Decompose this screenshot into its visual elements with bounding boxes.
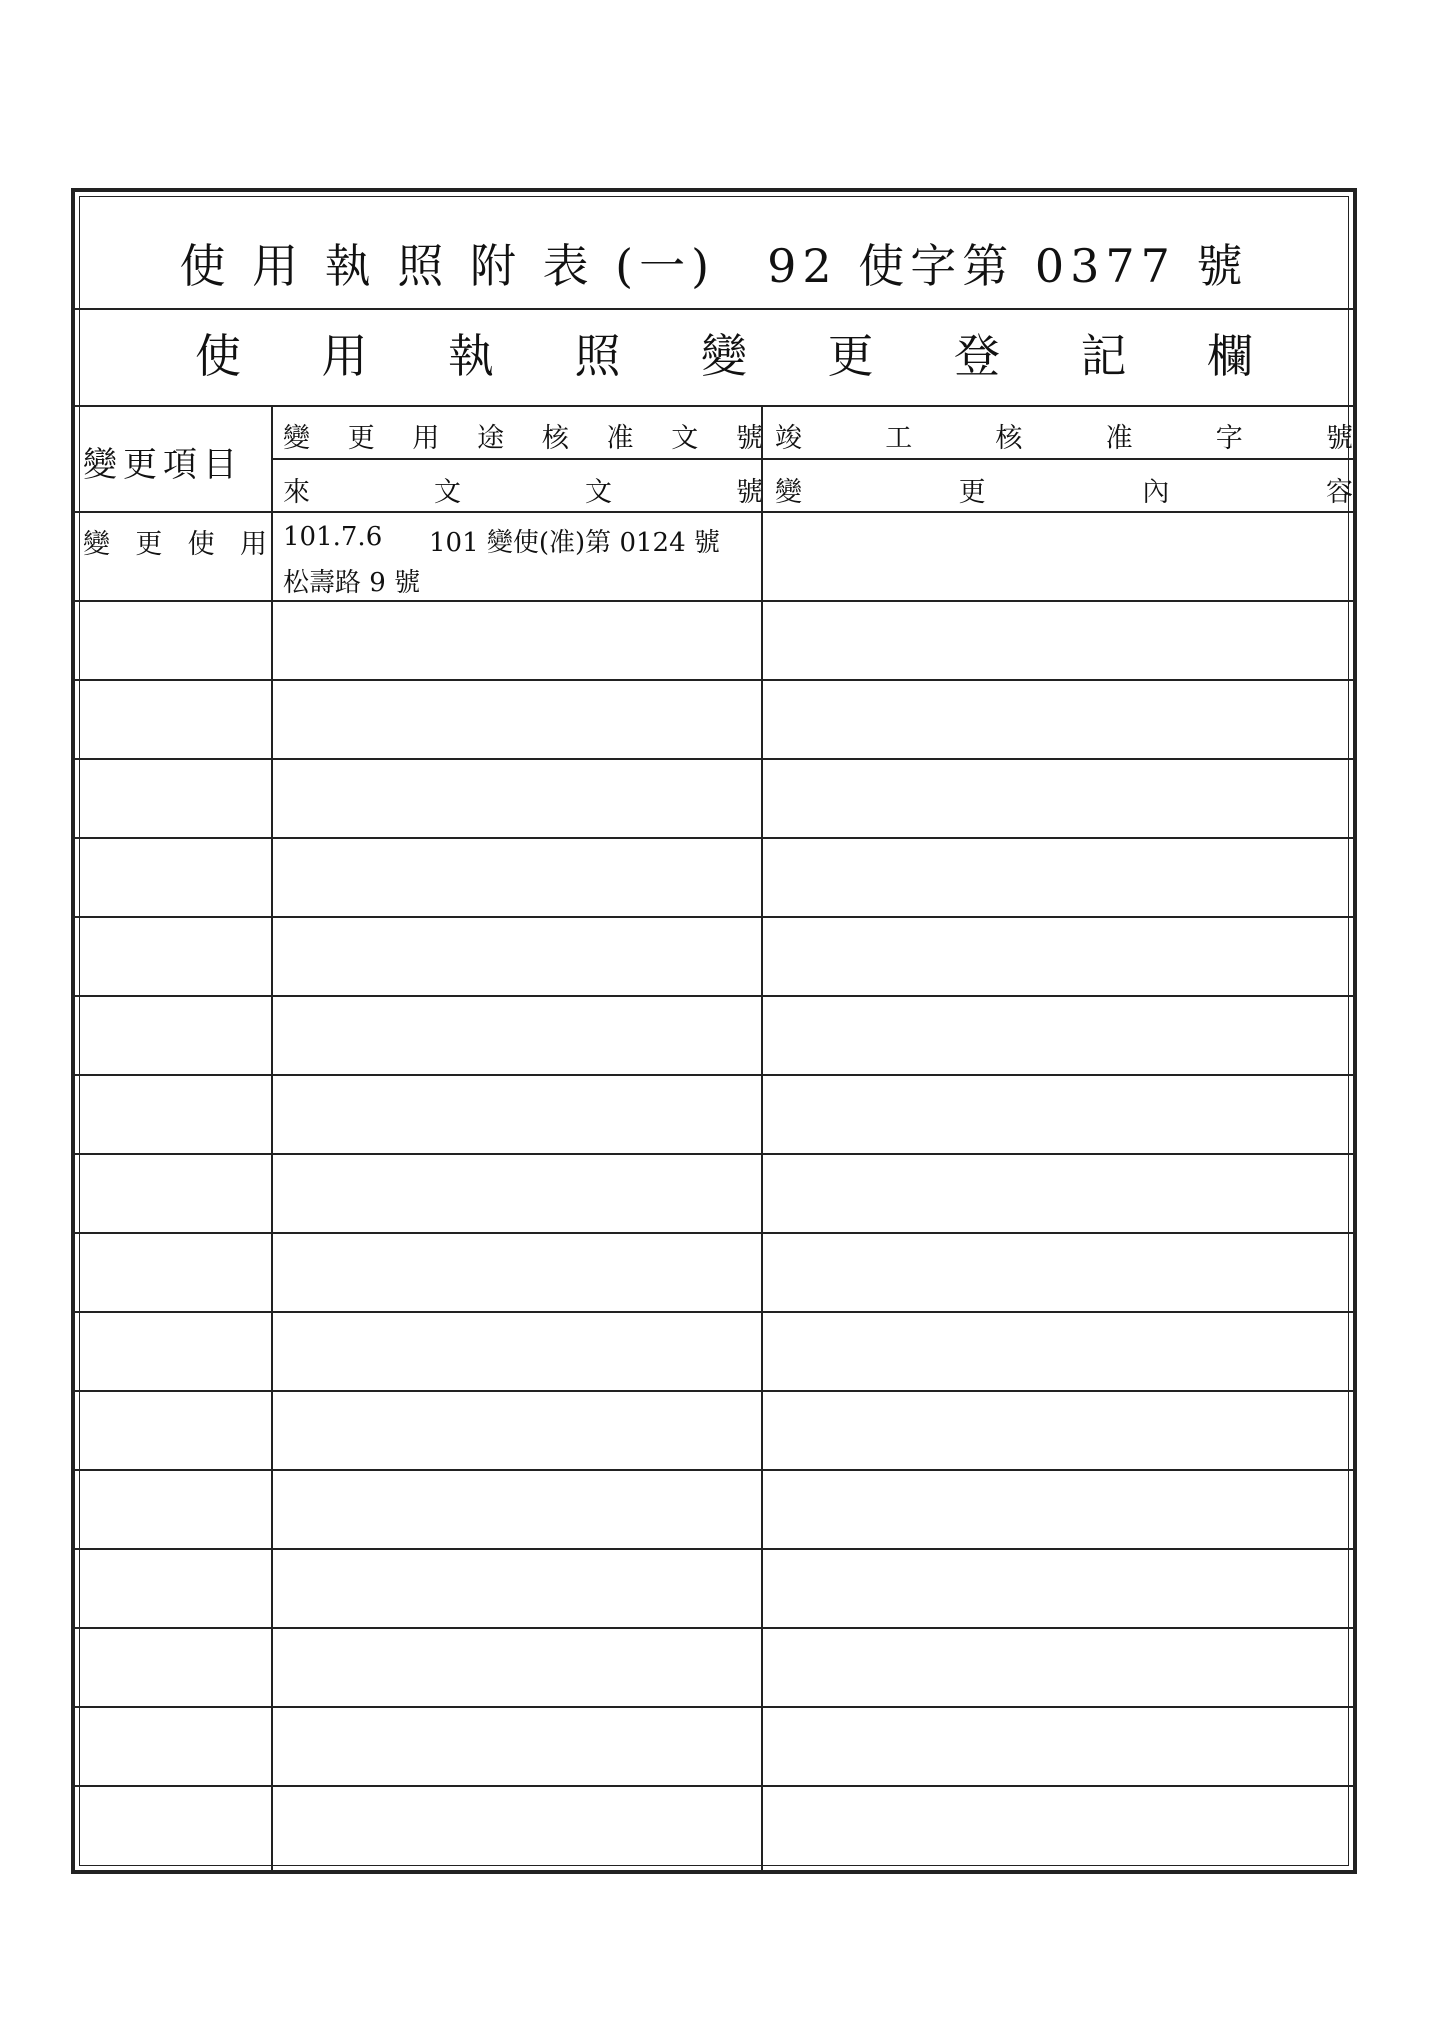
section-title xyxy=(75,320,1353,383)
header-mid-divider xyxy=(273,458,1353,460)
header-char: 號 xyxy=(1325,423,1353,454)
row-line xyxy=(75,679,1353,681)
row-item-char: 使 xyxy=(187,529,215,560)
header-change-item: 變更項目 xyxy=(83,445,243,485)
row-address: 松壽路 9 號 xyxy=(283,568,421,598)
header-char: 容 xyxy=(1325,477,1353,508)
row-item xyxy=(83,522,267,561)
row-line xyxy=(75,600,1353,602)
header-char: 號 xyxy=(736,477,763,508)
column-line-2 xyxy=(761,405,763,1870)
row-line xyxy=(75,837,1353,839)
header-char: 用 xyxy=(412,423,440,454)
header-char: 變 xyxy=(775,477,802,508)
header-char: 字 xyxy=(1215,423,1243,454)
header-char: 文 xyxy=(585,477,612,508)
row-doc-no: 101 變使(准)第 0124 號 xyxy=(429,528,720,558)
row-line xyxy=(75,1469,1353,1471)
section-title-char: 用 xyxy=(321,329,368,383)
header-char: 途 xyxy=(477,423,505,454)
row-line xyxy=(75,1785,1353,1787)
header-char: 文 xyxy=(671,423,699,454)
row-line xyxy=(75,1548,1353,1550)
section-title-char: 記 xyxy=(1080,329,1127,383)
header-completion-no xyxy=(775,416,1353,455)
row-item-char: 用 xyxy=(239,529,267,560)
header-char: 號 xyxy=(735,423,763,454)
column-line-1 xyxy=(271,405,273,1870)
header-change-content xyxy=(775,470,1353,509)
header-char: 核 xyxy=(995,423,1023,454)
section-title-char: 執 xyxy=(448,329,494,383)
row-line xyxy=(75,1311,1353,1313)
header-incoming-doc-no xyxy=(283,470,763,509)
form-frame xyxy=(71,188,1357,1874)
row-line xyxy=(75,1627,1353,1629)
header-char: 核 xyxy=(541,423,569,454)
row-line xyxy=(75,1390,1353,1392)
header-bottom-divider xyxy=(75,511,1353,513)
header-char: 准 xyxy=(1105,423,1133,454)
section-title-char: 使 xyxy=(195,329,241,383)
title-divider xyxy=(75,308,1353,310)
subtitle-divider xyxy=(75,405,1353,407)
section-title-char: 照 xyxy=(574,329,621,383)
header-char: 工 xyxy=(885,423,913,454)
section-title-char: 變 xyxy=(701,329,747,383)
row-line xyxy=(75,758,1353,760)
row-line xyxy=(75,995,1353,997)
header-char: 文 xyxy=(434,477,461,508)
row-item-char: 更 xyxy=(135,529,163,560)
row-line xyxy=(75,1706,1353,1708)
header-char: 變 xyxy=(283,423,310,454)
row-line xyxy=(75,1232,1353,1234)
document-title: 使 用 執 照 附 表 (一) 92 使字第 0377 號 xyxy=(179,239,1249,293)
header-char: 更 xyxy=(958,477,986,508)
header-char: 准 xyxy=(606,423,634,454)
header-char: 竣 xyxy=(775,423,802,454)
row-item-char: 變 xyxy=(83,529,110,560)
section-title-char: 登 xyxy=(954,329,1000,383)
header-char: 更 xyxy=(347,423,375,454)
row-date: 101.7.6 xyxy=(283,522,383,552)
row-line xyxy=(75,1153,1353,1155)
header-char: 內 xyxy=(1142,477,1170,508)
row-line xyxy=(75,1074,1353,1076)
row-line xyxy=(75,916,1353,918)
header-approval-doc-no xyxy=(283,416,763,455)
section-title-char: 欄 xyxy=(1207,329,1253,383)
section-title-char: 更 xyxy=(827,329,874,383)
header-char: 來 xyxy=(283,477,310,508)
